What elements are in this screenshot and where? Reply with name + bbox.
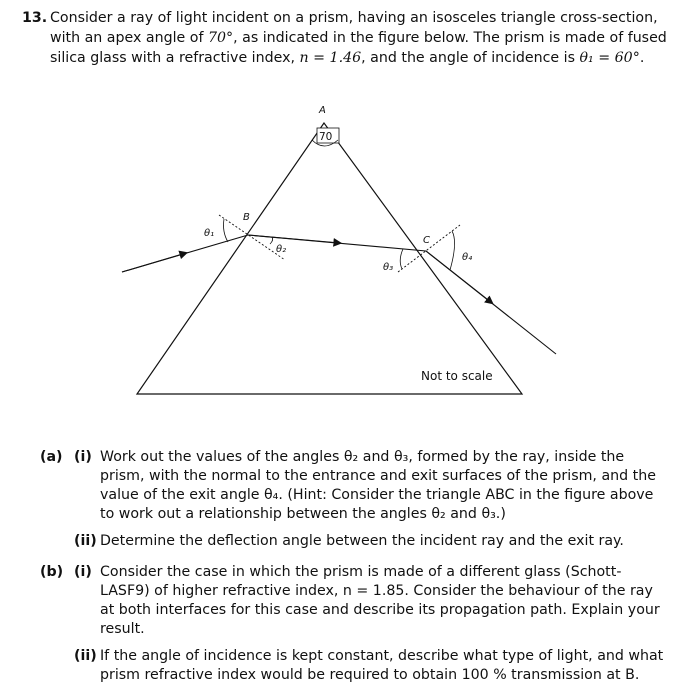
- part-a-i-text: Work out the values of the angles θ₂ and θ₃, formed by the ray, inside the prism, with the normal to the entrance and exit surfaces of the prism, and the value of the exit angle θ₄. (Hint: Consider the triangle ABC in the figure above to work out a relationship between the angles θ₂ and θ₃.): [100, 449, 656, 522]
- apex-angle-value: 70°: [207, 30, 234, 46]
- not-to-scale-note: Not to scale: [421, 369, 493, 383]
- theta4-arc: [450, 231, 455, 270]
- problem-statement: [22, 8, 672, 68]
- part-a-label: (a): [40, 449, 63, 465]
- part-b-ii-label: (ii): [74, 648, 97, 664]
- part-b-i-text: Consider the case in which the prism is made of a different glass (Schott-LASF9) of higher refractive index, n = 1.85. Consider the behaviour of the ray at both interfaces for this case and describe its propagation path. Explain your result.: [100, 564, 660, 637]
- part-b-i: [74, 563, 665, 639]
- theta3-label: θ₃: [383, 262, 394, 273]
- prism-figure: [100, 92, 540, 402]
- part-a: [40, 448, 665, 551]
- theta2-arc: [270, 237, 273, 244]
- part-b-ii-text: If the angle of incidence is kept constant, describe what type of light, and what prism refractive index would be required to obtain 100 % transmission at B.: [100, 648, 664, 683]
- refractive-index-value: n = 1.46: [299, 50, 362, 66]
- internal-ray-arrow: [248, 235, 340, 243]
- theta3-arc: [400, 249, 403, 269]
- part-a-ii: [74, 532, 665, 551]
- theta2-label: θ₂: [276, 244, 287, 255]
- incidence-angle-value: θ₁ = 60°: [579, 50, 640, 66]
- normal-line-c: [398, 225, 460, 272]
- part-a-ii-label: (ii): [74, 533, 97, 549]
- part-a-ii-text: Determine the deflection angle between the incident ray and the exit ray.: [100, 533, 624, 549]
- apex-angle-label: 70: [319, 131, 333, 143]
- part-a-i: [74, 448, 665, 524]
- part-b-i-label: (i): [74, 564, 92, 580]
- vertex-label-c: C: [423, 235, 430, 246]
- vertex-label-b: B: [243, 212, 250, 223]
- vertex-label-a: A: [319, 105, 326, 116]
- incident-ray-arrow: [122, 253, 186, 272]
- part-b-ii: [74, 647, 665, 685]
- prism-diagram: [100, 92, 540, 402]
- question-text: Consider a ray of light incident on a prism, having an isosceles triangle cross-section, with an apex angle of 70°, as indicated in the figure below. The prism is made of fused silica glass with a refractive index, n = 1.46, and the angle of incidence is θ₁ = 60°.: [50, 10, 667, 66]
- question-number: 13.: [22, 10, 48, 26]
- part-a-i-label: (i): [74, 449, 92, 465]
- part-b: [40, 563, 665, 685]
- theta1-arc: [224, 219, 229, 242]
- theta1-label: θ₁: [204, 228, 215, 239]
- theta4-label: θ₄: [462, 252, 473, 263]
- question-parts: [40, 448, 665, 697]
- part-b-label: (b): [40, 564, 64, 580]
